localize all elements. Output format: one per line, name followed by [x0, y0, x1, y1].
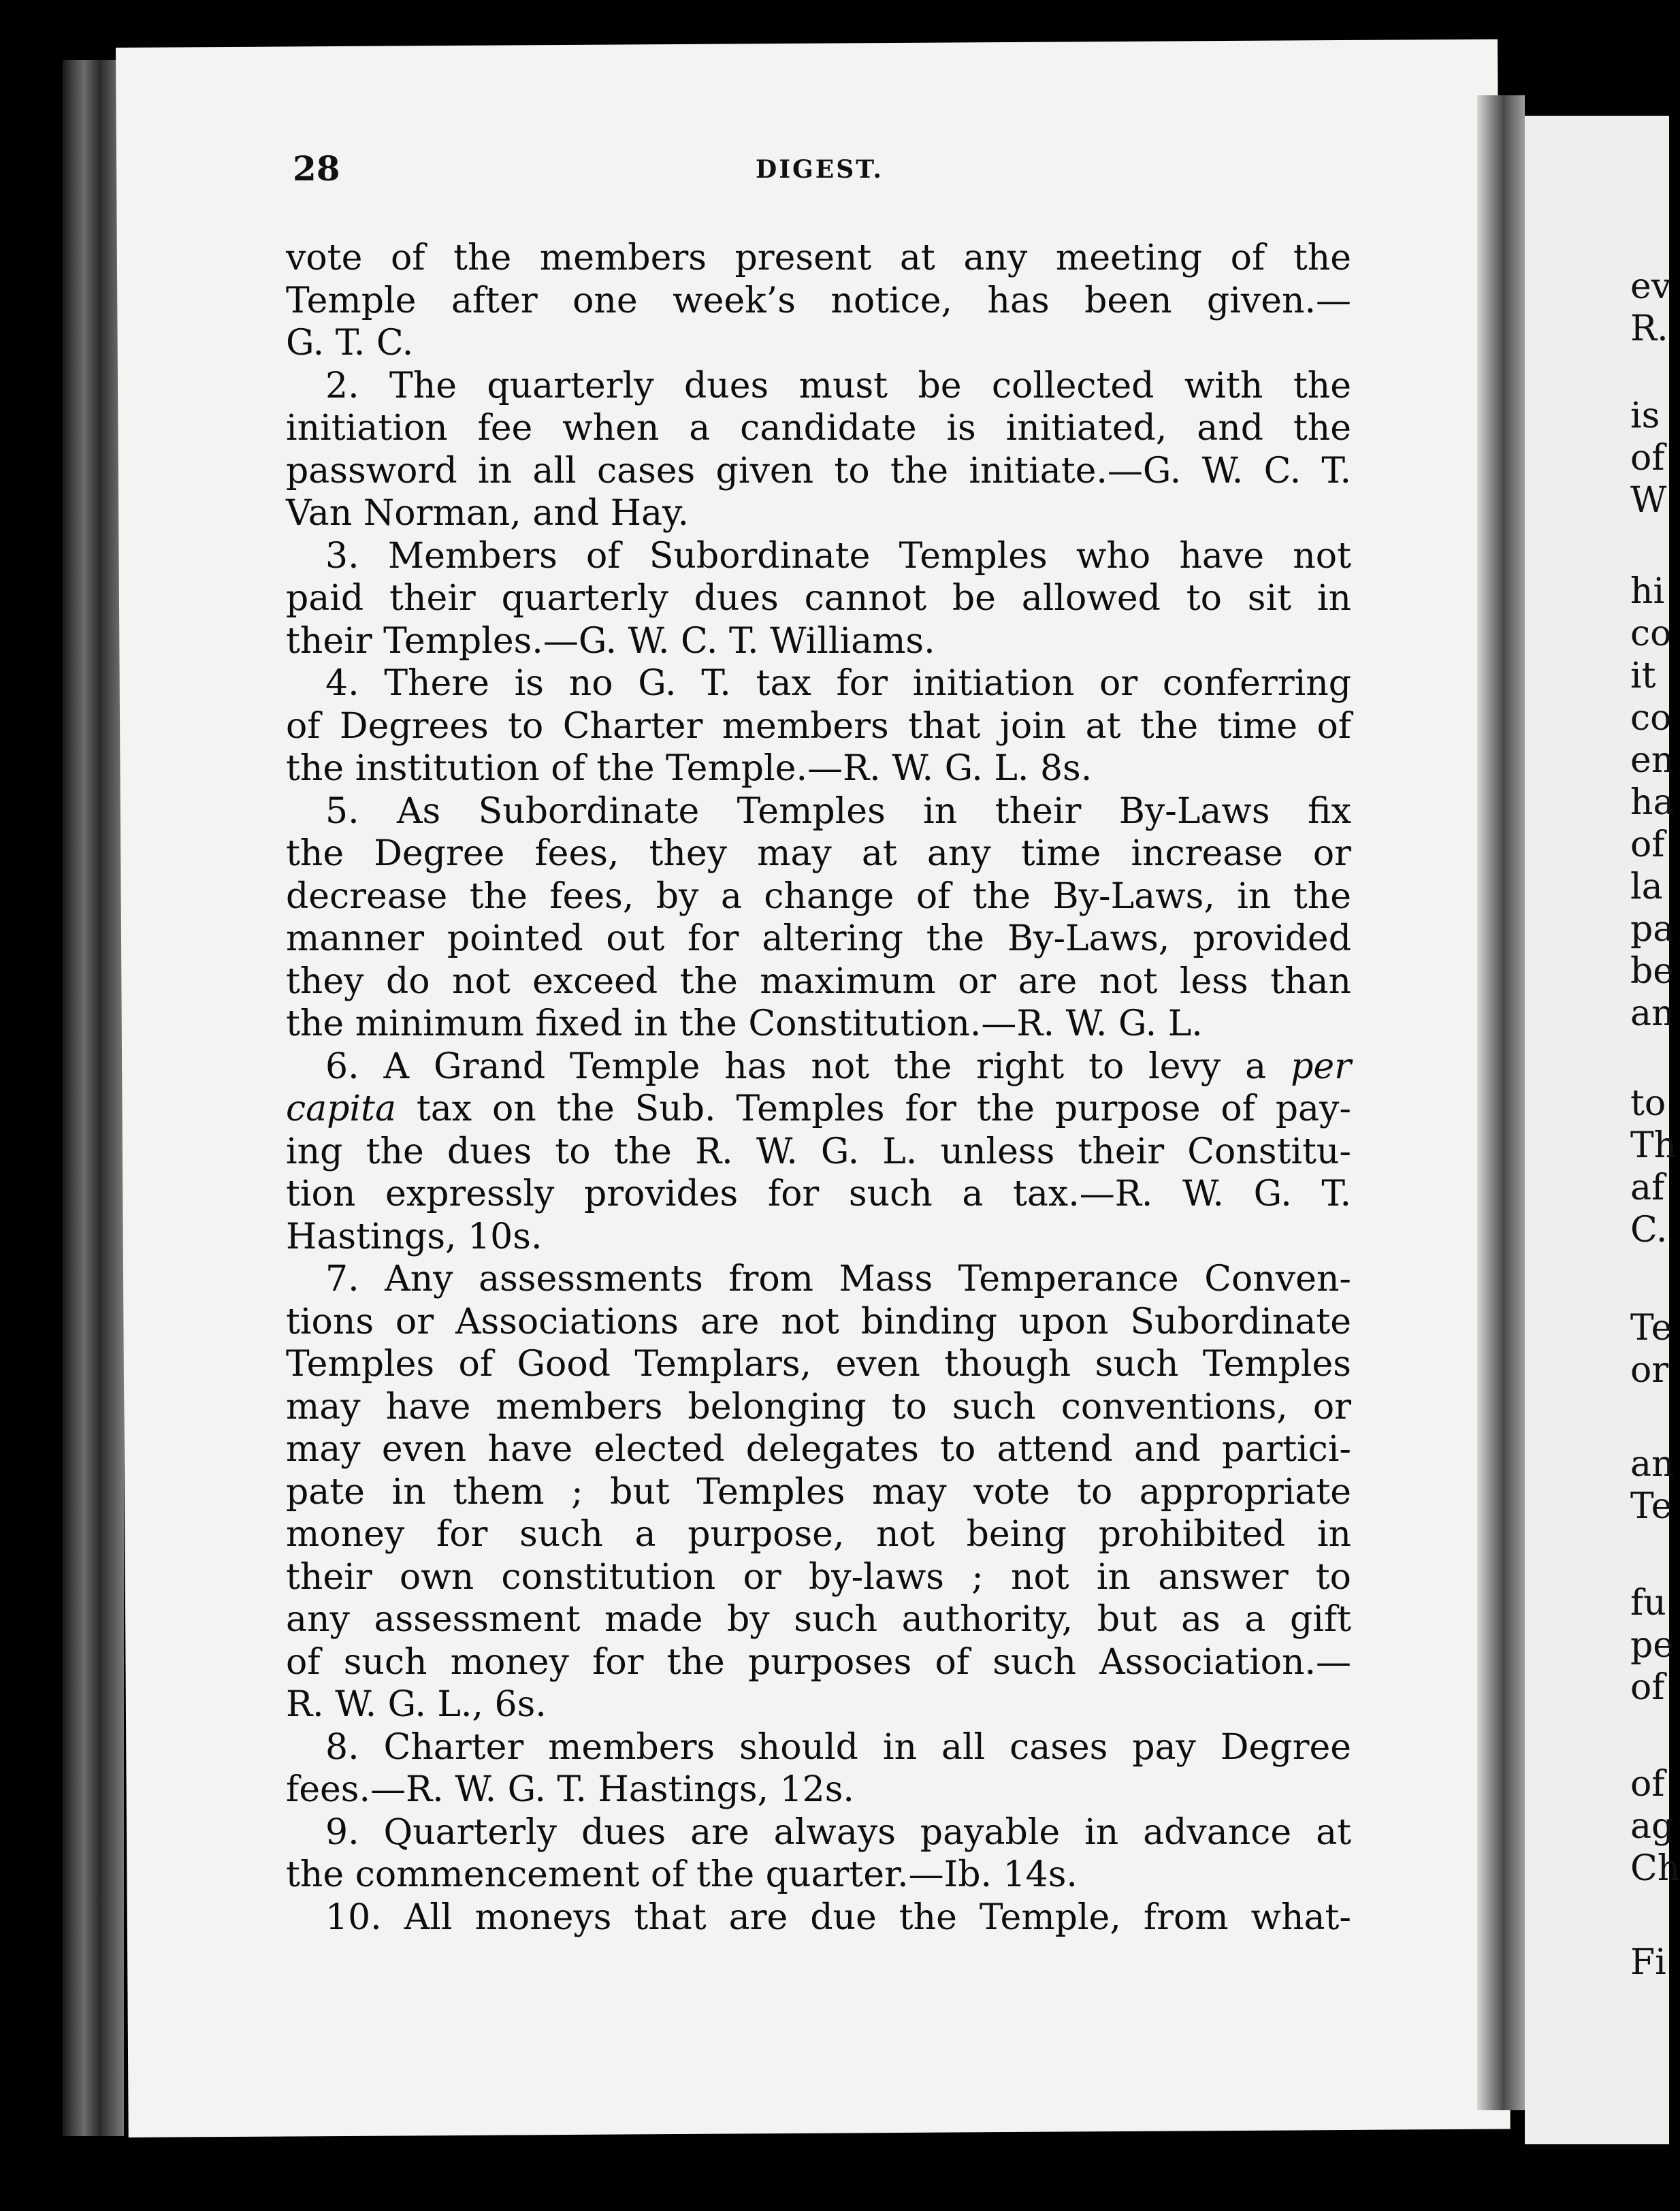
text-line: money for such a purpose, not being prohibited in — [286, 1514, 1351, 1555]
facing-page-fragment: to — [1630, 1083, 1666, 1124]
text-line: the minimum fixed in the Constitution.—R. W. G. L. — [286, 1003, 1203, 1044]
text-line: paid their quarterly dues cannot be allowed to sit in — [286, 578, 1351, 619]
italic-word: capita — [286, 1088, 396, 1129]
text-line: the commencement of the quarter.—Ib. 14s. — [286, 1854, 1078, 1895]
text-line: Temple after one week’s notice, has been given.— — [286, 280, 1351, 321]
text-line: fees.—R. W. G. T. Hastings, 12s. — [286, 1769, 854, 1810]
book-edge-left — [63, 60, 124, 2136]
text-line: R. W. G. L., 6s. — [286, 1684, 547, 1725]
facing-page-fragment: fu — [1630, 1583, 1666, 1624]
text-line: of such money for the purposes of such Association.— — [286, 1641, 1351, 1683]
facing-page-fragment: W — [1630, 480, 1667, 521]
facing-page-fragment: hi — [1630, 571, 1665, 612]
facing-page-fragment: pe — [1630, 1625, 1675, 1666]
facing-page-fragment: pa — [1630, 909, 1675, 950]
text-line: initiation fee when a candidate is initiated, and the — [286, 408, 1351, 449]
running-title: DIGEST. — [756, 155, 884, 184]
facing-page-fragment: Fi — [1630, 1942, 1666, 1983]
facing-page-fragment: ag — [1630, 1806, 1675, 1847]
italic-word: per — [1291, 1046, 1351, 1087]
facing-page-fragment: ev — [1630, 266, 1672, 307]
facing-page-fragment: of — [1630, 438, 1665, 479]
facing-page-fragment: it — [1630, 656, 1656, 696]
text-line: of Degrees to Charter members that join at the time of — [286, 705, 1351, 747]
text-line: pate in them ; but Temples may vote to appropriate — [286, 1471, 1351, 1513]
text-line: 8. Charter members should in all cases pay Degree — [325, 1726, 1351, 1768]
text-line: Temples of Good Templars, even though such Temples — [286, 1344, 1351, 1385]
text-line: tions or Associations are not binding upon Subordinate — [286, 1301, 1351, 1342]
text-line: decrease the fees, by a change of the By-Laws, in the — [286, 875, 1351, 917]
text-fragment: tax on the Sub. Temples for the purpose of pay- — [416, 1088, 1352, 1129]
text-line: password in all cases given to the initiate.—G. W. C. T. — [286, 450, 1351, 491]
facing-page-fragment: an — [1630, 1444, 1675, 1485]
facing-page-fragment: of — [1630, 1667, 1665, 1708]
facing-page-fragment: Th — [1630, 1125, 1677, 1166]
text-line: 5. As Subordinate Temples in their By-Laws fix — [325, 790, 1351, 832]
text-line: ing the dues to the R. W. G. L. unless their Constitu- — [286, 1131, 1351, 1172]
page-body — [286, 237, 1351, 1939]
text-line-with-italic — [286, 1088, 1351, 1131]
text-line: 9. Quarterly dues are always payable in advance at — [325, 1811, 1351, 1853]
text-line: their own constitution or by-laws ; not in answer to — [286, 1556, 1351, 1598]
text-line: the institution of the Temple.—R. W. G. L. 8s. — [286, 748, 1093, 789]
book-gutter — [1477, 95, 1525, 2110]
text-line: their Temples.—G. W. C. T. Williams. — [286, 620, 935, 662]
facing-page-fragment: R. — [1630, 308, 1668, 349]
facing-page-fragment: C. — [1630, 1210, 1668, 1250]
facing-page-fragment: be — [1630, 951, 1675, 992]
facing-page-fragment: an — [1630, 993, 1675, 1034]
text-line: 3. Members of Subordinate Temples who have not — [325, 535, 1351, 577]
text-line: may have members belonging to such conventions, or — [286, 1386, 1351, 1427]
text-fragment: 6. A Grand Temple has not the right to levy a — [325, 1046, 1267, 1087]
text-line: manner pointed out for altering the By-Laws, provided — [286, 918, 1351, 959]
facing-page-fragment: ha — [1630, 782, 1675, 823]
facing-page-fragment: or — [1630, 1350, 1669, 1391]
facing-page-fragment: af — [1630, 1167, 1665, 1208]
text-line: any assessment made by such authority, but as a gift — [286, 1599, 1351, 1640]
facing-page-fragment: co — [1630, 613, 1672, 654]
text-line: 2. The quarterly dues must be collected with the — [325, 365, 1351, 406]
text-line: Van Norman, and Hay. — [286, 493, 689, 534]
text-line: may even have elected delegates to attend and partici- — [286, 1429, 1351, 1470]
text-line: vote of the members present at any meeting of the — [286, 238, 1351, 278]
facing-page-fragment: co — [1630, 698, 1672, 739]
facing-page-fragment: of — [1630, 824, 1665, 865]
page-header — [293, 148, 1341, 196]
page-number: 28 — [293, 148, 340, 189]
text-line: they do not exceed the maximum or are not less than — [286, 961, 1351, 1002]
text-line: 10. All moneys that are due the Temple, from what- — [325, 1897, 1351, 1938]
facing-page-fragment: en — [1630, 740, 1675, 781]
text-line: 7. Any assessments from Mass Temperance Conven- — [325, 1259, 1351, 1300]
text-line: 4. There is no G. T. tax for initiation or conferring — [325, 663, 1351, 704]
text-line: G. T. C. — [286, 323, 414, 364]
text-line-with-italic — [286, 1046, 1351, 1088]
text-line: tion expressly provides for such a tax.—R. W. G. T. — [286, 1174, 1351, 1214]
facing-page-fragment: la — [1630, 867, 1663, 907]
text-line: the Degree fees, they may at any time increase or — [286, 833, 1351, 874]
facing-page-fragment: is — [1630, 396, 1660, 436]
facing-page-fragment: Te — [1630, 1308, 1673, 1349]
text-line: Hastings, 10s. — [286, 1216, 543, 1257]
facing-page-fragment: Te — [1630, 1486, 1673, 1527]
facing-page-fragment: Ch — [1630, 1848, 1680, 1889]
facing-page-fragment: of — [1630, 1764, 1665, 1805]
